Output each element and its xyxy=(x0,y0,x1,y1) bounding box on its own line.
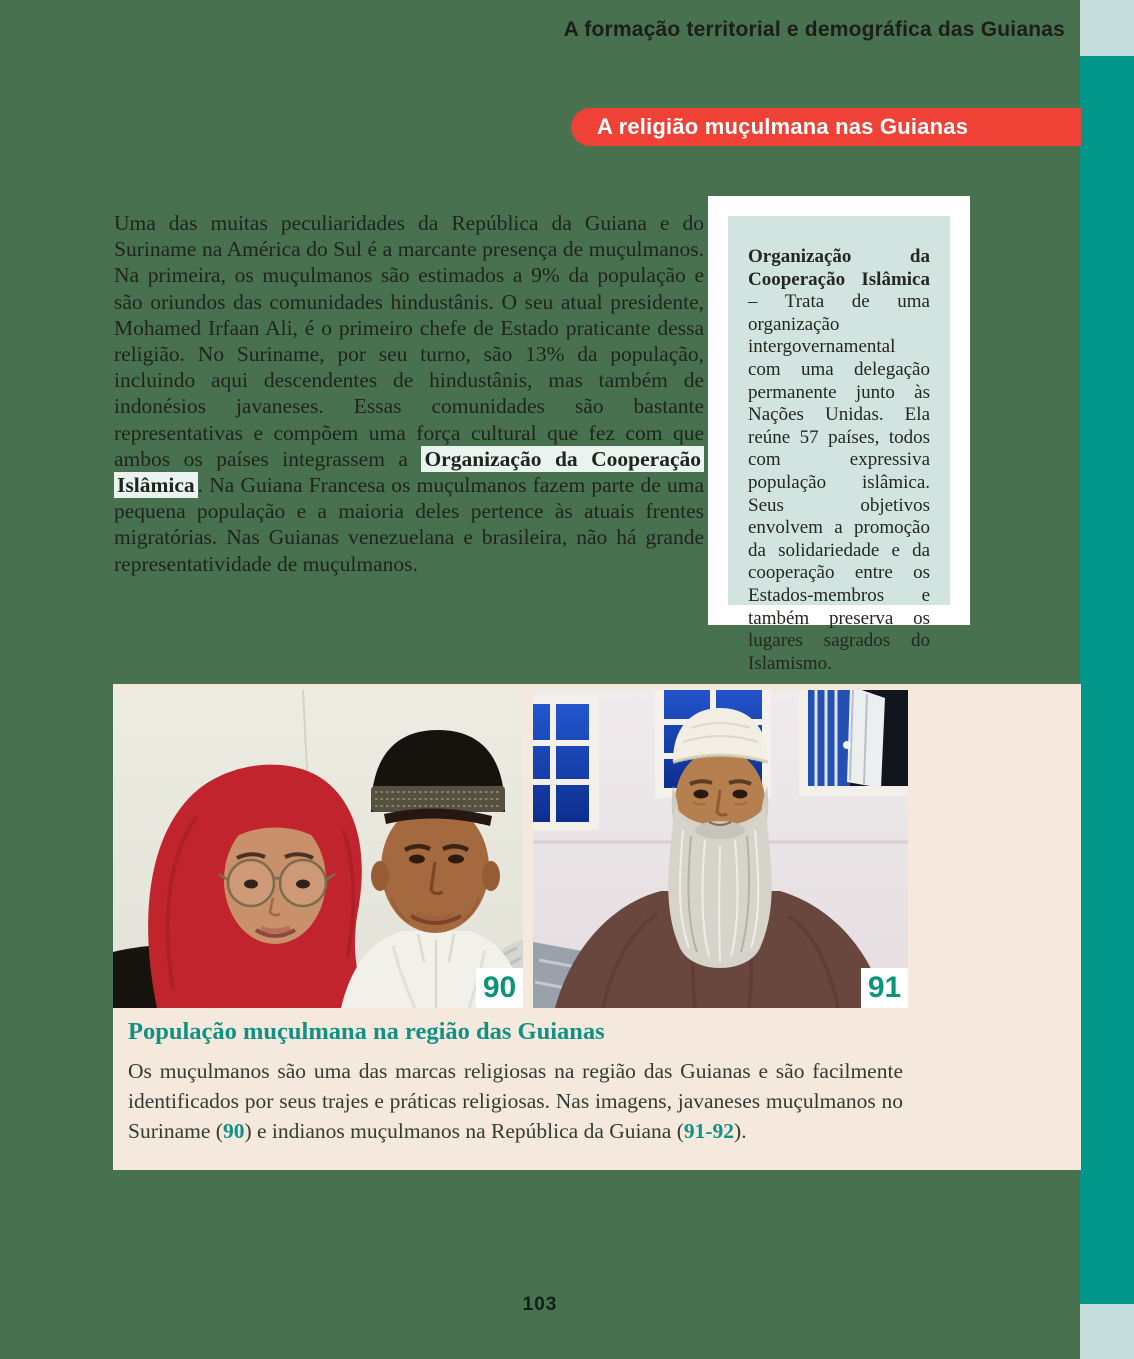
window-left xyxy=(533,696,599,830)
glossary-term: Organização da Cooperação Islâmica xyxy=(748,246,930,290)
figure-90-number-badge: 90 xyxy=(476,968,523,1008)
section-banner xyxy=(571,108,1081,146)
article-paragraph xyxy=(114,210,704,577)
highlighted-term: Organização da Cooperação Islâmica xyxy=(114,446,704,498)
section-banner-label: A religião muçulmana nas Guianas xyxy=(597,114,969,139)
glossary-definition: – Trata de uma organização intergovernamental com uma delegação permanente junto às Nações Unidas. Ela reúne 57 países, todos com expressiva população islâmica. Seus objetivos envolvem a promoção da solidariedade e da cooperação entre os Estados-membros e também preserva os lugares sagrados do Islamismo. xyxy=(748,291,930,674)
javanese-muslim-couple-image xyxy=(113,690,523,1008)
glossary-text xyxy=(748,246,930,675)
figure-panel xyxy=(113,684,1081,1170)
figure-91-photo xyxy=(533,690,908,1008)
text-run: ). xyxy=(734,1119,747,1143)
figure-reference: 91-92 xyxy=(683,1119,735,1143)
text-run: . Na Guiana Francesa os muçulmanos fazem parte de uma pequena população e a maioria deles pertence às atuais frentes migratórias. Nas Guianas venezuelana e brasileira, não há grande representatividade de muçulmanos. xyxy=(114,473,704,576)
page-number: 103 xyxy=(522,1294,558,1315)
figure-91-number-badge: 91 xyxy=(861,968,908,1008)
indian-muslim-man-image xyxy=(533,690,908,1008)
text-run: ) e indianos muçulmanos na República da Guiana ( xyxy=(244,1119,684,1143)
edge-stripe-light-top xyxy=(1080,0,1134,56)
glossary-box-inner xyxy=(728,216,950,674)
edge-stripe-teal xyxy=(1080,56,1134,1304)
text-run: Os muçulmanos são uma das marcas religiosas na região das Guianas e são facilmente identificados por seus trajes e práticas religiosas. Nas imagens, javaneses muçulmanos no Suriname ( xyxy=(128,1059,903,1143)
caption-title: População muçulmana na região das Guianas xyxy=(128,1018,605,1045)
figure-90-photo xyxy=(113,690,523,1008)
glossary-box xyxy=(708,196,970,674)
window-right xyxy=(799,690,908,796)
running-header: A formação territorial e demográfica das Guianas xyxy=(563,18,1065,41)
text-run: Uma das muitas peculiaridades da República da Guiana e do Suriname na América do Sul é a marcante presença de muçulmanos. Na primeira, os muçulmanos são estimados a 9% da população e são oriundos das comunidades hindustânis. O seu atual presidente, Mohamed Irfaan Ali, é o primeiro chefe de Estado praticante dessa religião. No Suriname, por seu turno, são 13% da população, incluindo aqui descendentes de hindustânis, mas também de indonésios javaneses. Essas comunidades são bastante representativas e compõem uma força cultural que fez com que ambos os países integrassem a xyxy=(114,211,704,471)
edge-stripe-light-bottom xyxy=(1080,1304,1134,1359)
caption-body xyxy=(128,1056,903,1146)
figure-reference: 90 xyxy=(222,1119,245,1143)
